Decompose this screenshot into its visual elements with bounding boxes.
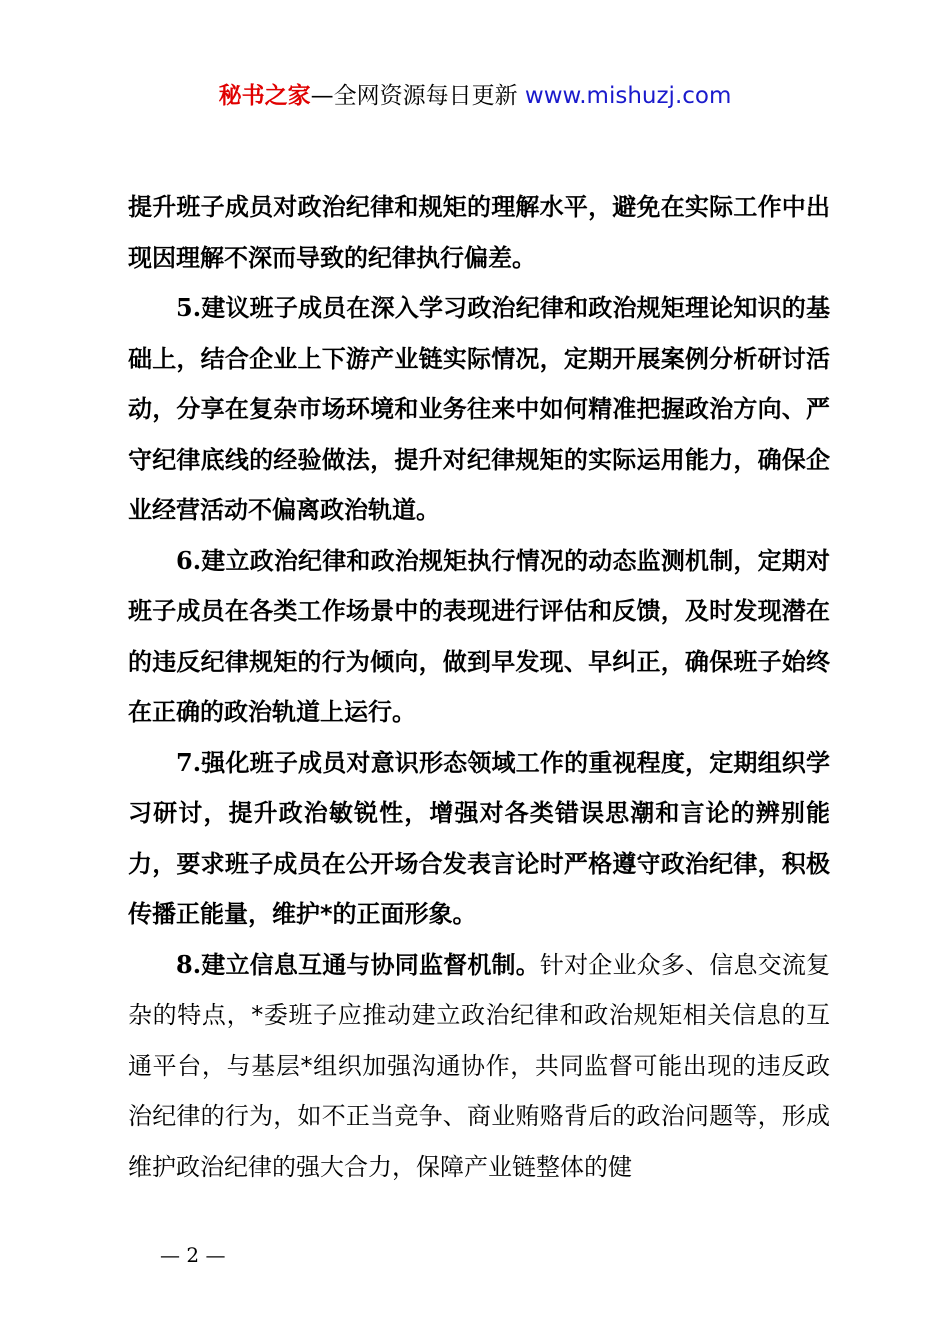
paragraph-item-6 (128, 536, 830, 738)
item-number-6: 6. (176, 545, 202, 575)
page-header (0, 80, 950, 112)
item-heading-8: 建立信息互通与协同监督机制。 (201, 950, 540, 979)
paragraph-item-5 (128, 283, 830, 536)
site-tagline: —全网资源每日更新 (310, 83, 525, 109)
item-text-8: 针对企业众多、信息交流复杂的特点，*委班子应推动建立政治纪律和政治规矩相关信息的互通平台，与基层*组织加强沟通协作，共同监督可能出现的违反政治纪律的行为，如不正当竞争、商业贿赂背后的政治问题等，形成维护政治纪律的强大合力，保障产业链整体的健 (128, 950, 831, 1181)
item-text-7: 强化班子成员对意识形态领域工作的重视程度，定期组织学习研讨，提升政治敏锐性，增强对各类错误思潮和言论的辨别能力，要求班子成员在公开场合发表言论时严格遵守政治纪律，积极传播正能量，维护*的正面形象。 (128, 748, 830, 928)
item-number-8: 8. (176, 949, 202, 979)
site-url-link[interactable]: www.mishuzj.com (524, 83, 732, 109)
item-number-7: 7. (176, 747, 202, 777)
paragraph-continuation: 提升班子成员对政治纪律和规矩的理解水平，避免在实际工作中出现因理解不深而导致的纪律执行偏差。 (128, 193, 830, 272)
document-body (128, 182, 830, 1192)
page-number: — 2 — (160, 1243, 226, 1267)
item-number-5: 5. (176, 293, 202, 322)
paragraph-item-8 (128, 940, 830, 1193)
item-text-6: 建立政治纪律和政治规矩执行情况的动态监测机制，定期对班子成员在各类工作场景中的表现进行评估和反馈，及时发现潜在的违反纪律规矩的行为倾向，做到早发现、早纠正，确保班子始终在正确的政治轨道上运行。 (128, 546, 830, 726)
paragraph-item-7 (128, 738, 830, 940)
item-text-5: 建议班子成员在深入学习政治纪律和政治规矩理论知识的基础上，结合企业上下游产业链实际情况，定期开展案例分析研讨活动，分享在复杂市场环境和业务往来中如何精准把握政治方向、严守纪律底线的经验做法，提升对纪律规矩的实际运用能力，确保企业经营活动不偏离政治轨道。 (128, 294, 830, 524)
site-brand: 秘书之家 (218, 83, 311, 109)
